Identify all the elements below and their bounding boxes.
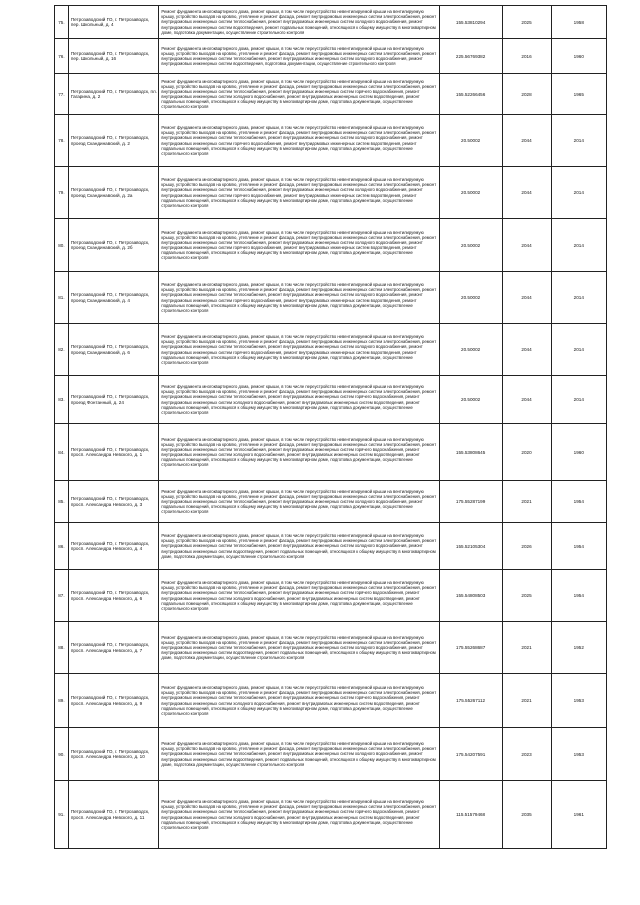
row-build-year: 2014	[551, 167, 606, 219]
row-address: Петрозаводский ГО, г. Петрозаводск, просп. Александра Невского, д. 9	[68, 674, 159, 728]
row-address: Петрозаводский ГО, г. Петрозаводск, просп. Александра Невского, д. 10	[68, 728, 159, 781]
row-build-year: 1953	[551, 728, 606, 781]
row-build-year: 1954	[551, 570, 606, 622]
row-build-year: 1953	[551, 674, 606, 728]
row-address: Петрозаводский ГО, г. Петрозаводск, просп. Александра Невского, д. 6	[68, 570, 159, 622]
row-planned-year: 2044	[502, 167, 551, 219]
row-planned-year: 2021	[502, 622, 551, 674]
row-works: Ремонт фундамента многоквартирного дома, ремонт крыши, в том числе переустройство невентилируемой крыши на вентилируемую крышу, устройство выходов на кровлю, утепление и ремонт фасада, ремонт внутридомовых инженерных систем электроснабжения, ремонт внутридомовых инженерных систем теплоснабжения, ремонт внутридомовых инженерных систем холодного водоснабжения, ремонт подвальных помещений, относящихся к общему имуществу в многоквартирном доме, подготовка документации, осуществление строительного контроля	[159, 481, 439, 523]
table-row	[55, 272, 607, 324]
row-planned-year: 2028	[502, 74, 551, 115]
row-address: Петрозаводский ГО, г. Петрозаводск, просп. Александра Невского, д. 4	[68, 523, 159, 570]
row-planned-year: 2026	[502, 523, 551, 570]
table-row	[55, 622, 607, 674]
table-row	[55, 570, 607, 622]
row-works: Ремонт фундамента многоквартирного дома, ремонт крыши, в том числе переустройство невентилируемой крыши на вентилируемую крышу, устройство выходов на кровлю, утепление и ремонт фасада, ремонт внутридомовых инженерных систем электроснабжения, ремонт внутридомовых инженерных систем теплоснабжения, ремонт внутридомовых инженерных систем холодного водоснабжения, ремонт внутридомовых инженерных систем горячего водоснабжения, ремонт внутридомовых инженерных систем водоотведения, ремонт подвальных помещений, относящихся к общему имуществу в многоквартирном доме, подготовка документации, осуществление строительного контроля	[159, 272, 439, 324]
row-cost: 20.50002	[439, 376, 502, 424]
row-planned-year: 2023	[502, 728, 551, 781]
row-works: Ремонт фундамента многоквартирного дома, ремонт крыши, в том числе переустройство невентилируемой крыши на вентилируемую крышу, устройство выходов на кровлю, утепление и ремонт фасада, ремонт внутридомовых инженерных систем электроснабжения, ремонт внутридомовых инженерных систем теплоснабжения, ремонт внутридомовых инженерных систем холодного водоснабжения, ремонт внутридомовых инженерных систем водоотведения, ремонт подвальных помещений, относящихся к общему имуществу в многоквартирном доме, подготовка документации, осуществление строительного контроля	[159, 523, 439, 570]
row-cost: 155.54808503	[439, 570, 502, 622]
row-cost: 155.53808645	[439, 424, 502, 481]
row-number: 77.	[55, 74, 69, 115]
row-works: Ремонт фундамента многоквартирного дома, ремонт крыши, в том числе переустройство невентилируемой крыши на вентилируемую крышу, устройство выходов на кровлю, утепление и ремонт фасада, ремонт внутридомовых инженерных систем электроснабжения, ремонт внутридомовых инженерных систем теплоснабжения, ремонт внутридомовых инженерных систем горячего водоснабжения, ремонт внутридомовых инженерных систем холодного водоснабжения, ремонт внутридомовых инженерных систем водоотведения, ремонт подвальных помещений, относящихся к общему имуществу в многоквартирном доме, подготовка документации, осуществление строительного контроля	[159, 674, 439, 728]
table-row	[55, 781, 607, 849]
row-address: Петрозаводский ГО, г. Петрозаводск, пер. Школьный, д. 4	[68, 6, 159, 39]
row-works: Ремонт фундамента многоквартирного дома, ремонт крыши, в том числе переустройство невентилируемой крыши на вентилируемую крышу, устройство выходов на кровлю, утепление и ремонт фасада, ремонт внутридомовых инженерных систем электроснабжения, ремонт внутридомовых инженерных систем теплоснабжения, ремонт внутридомовых инженерных систем горячего водоснабжения, ремонт внутридомовых инженерных систем холодного водоснабжения, ремонт внутридомовых инженерных систем водоотведения, ремонт подвальных помещений, относящихся к общему имуществу в многоквартирном доме, подготовка документации, осуществление строительного контроля	[159, 570, 439, 622]
table-row	[55, 324, 607, 376]
table-row	[55, 167, 607, 219]
table-row	[55, 728, 607, 781]
row-build-year: 2014	[551, 324, 606, 376]
row-cost: 175.55287199	[439, 481, 502, 523]
row-address: Петрозаводский ГО, г. Петрозаводск, пер. Школьный, д. 16	[68, 39, 159, 74]
row-cost: 175.54207591	[439, 728, 502, 781]
row-number: 88.	[55, 622, 69, 674]
row-address: Петрозаводский ГО, г. Петрозаводск, пл. Гагарина, д. 2	[68, 74, 159, 115]
row-address: Петрозаводский ГО, г. Петрозаводск, просп. Александра Невского, д. 1	[68, 424, 159, 481]
row-cost: 175.55268687	[439, 622, 502, 674]
row-cost: 20.50002	[439, 167, 502, 219]
row-works: Ремонт фундамента многоквартирного дома, ремонт крыши, в том числе переустройство невентилируемой крыши на вентилируемую крышу, устройство выходов на кровлю, утепление и ремонт фасада, ремонт внутридомовых инженерных систем электроснабжения, ремонт внутридомовых инженерных систем теплоснабжения, ремонт внутридомовых инженерных систем горячего водоснабжения, ремонт внутридомовых инженерных систем холодного водоснабжения, ремонт внутридомовых инженерных систем водоотведения, ремонт подвальных помещений, относящихся к общему имуществу в многоквартирном доме, подготовка документации, осуществление строительного контроля	[159, 376, 439, 424]
row-build-year: 1960	[551, 424, 606, 481]
row-build-year: 1958	[551, 6, 606, 39]
row-planned-year: 2021	[502, 674, 551, 728]
row-address: Петрозаводский ГО, г. Петрозаводск, просп. Александра Невского, д. 11	[68, 781, 159, 849]
row-build-year: 2014	[551, 115, 606, 167]
row-planned-year: 2044	[502, 219, 551, 272]
row-address: Петрозаводский ГО, г. Петрозаводск, просп. Александра Невского, д. 7	[68, 622, 159, 674]
row-build-year: 1965	[551, 74, 606, 115]
row-build-year: 2014	[551, 219, 606, 272]
row-works: Ремонт фундамента многоквартирного дома, ремонт крыши, в том числе переустройство невентилируемой крыши на вентилируемую крышу, устройство выходов на кровлю, утепление и ремонт фасада, ремонт внутридомовых инженерных систем электроснабжения, ремонт внутридомовых инженерных систем теплоснабжения, ремонт внутридомовых инженерных систем холодного водоснабжения, ремонт внутридомовых инженерных систем водоотведения, подготовка документации, осуществление строительного контроля	[159, 39, 439, 74]
capital-repair-table	[54, 5, 607, 849]
row-cost: 225.56769382	[439, 39, 502, 74]
row-build-year: 1954	[551, 523, 606, 570]
row-number: 76.	[55, 39, 69, 74]
table-row	[55, 523, 607, 570]
table-row	[55, 481, 607, 523]
table-row	[55, 219, 607, 272]
row-address: Петрозаводский ГО, г. Петрозаводск, просп. Александра Невского, д. 3	[68, 481, 159, 523]
row-cost: 20.50002	[439, 219, 502, 272]
row-number: 87.	[55, 570, 69, 622]
row-works: Ремонт фундамента многоквартирного дома, ремонт крыши, в том числе переустройство невентилируемой крыши на вентилируемую крышу, устройство выходов на кровлю, утепление и ремонт фасада, ремонт внутридомовых инженерных систем электроснабжения, ремонт внутридомовых инженерных систем теплоснабжения, ремонт внутридомовых инженерных систем холодного водоснабжения, ремонт внутридомовых инженерных систем горячего водоснабжения, ремонт внутридомовых инженерных систем водоотведения, ремонт подвальных помещений, относящихся к общему имуществу в многоквартирном доме, подготовка документации, осуществление строительного контроля	[159, 115, 439, 167]
row-build-year: 1961	[551, 781, 606, 849]
row-address: Петрозаводский ГО, г. Петрозаводск, проезд Скандинавский, д. 2	[68, 115, 159, 167]
row-works: Ремонт фундамента многоквартирного дома, ремонт крыши, в том числе переустройство невентилируемой крыши на вентилируемую крышу, устройство выходов на кровлю, утепление и ремонт фасада, ремонт внутридомовых инженерных систем электроснабжения, ремонт внутридомовых инженерных систем теплоснабжения, ремонт внутридомовых инженерных систем холодного водоснабжения, ремонт внутридомовых инженерных систем горячего водоснабжения, ремонт внутридомовых инженерных систем водоотведения, ремонт подвальных помещений, относящихся к общему имуществу в многоквартирном доме, подготовка документации, осуществление строительного контроля	[159, 324, 439, 376]
row-cost: 115.51579468	[439, 781, 502, 849]
row-works: Ремонт фундамента многоквартирного дома, ремонт крыши, в том числе переустройство невентилируемой крыши на вентилируемую крышу, устройство выходов на кровлю, утепление и ремонт фасада, ремонт внутридомовых инженерных систем электроснабжения, ремонт внутридомовых инженерных систем теплоснабжения, ремонт внутридомовых инженерных систем холодного водоснабжения, ремонт внутридомовых инженерных систем водоотведения, ремонт подвальных помещений, относящихся к общему имуществу в многоквартирном доме, подготовка документации, осуществление строительного контроля	[159, 622, 439, 674]
row-number: 80.	[55, 219, 69, 272]
row-planned-year: 2044	[502, 324, 551, 376]
row-number: 85.	[55, 481, 69, 523]
row-cost: 155.52266456	[439, 74, 502, 115]
row-cost: 20.50002	[439, 115, 502, 167]
table-body	[55, 6, 607, 849]
row-works: Ремонт фундамента многоквартирного дома, ремонт крыши, в том числе переустройство невентилируемой крыши на вентилируемую крышу, устройство выходов на кровлю, утепление и ремонт фасада, ремонт внутридомовых инженерных систем электроснабжения, ремонт внутридомовых инженерных систем теплоснабжения, ремонт внутридомовых инженерных систем горячего водоснабжения, ремонт внутридомовых инженерных систем холодного водоснабжения, ремонт внутридомовых инженерных систем водоотведения, ремонт подвальных помещений, относящихся к общему имуществу в многоквартирном доме, подготовка документации, осуществление строительного контроля	[159, 424, 439, 481]
table-row	[55, 115, 607, 167]
row-number: 82.	[55, 324, 69, 376]
row-number: 91.	[55, 781, 69, 849]
row-planned-year: 2016	[502, 39, 551, 74]
row-cost: 20.50002	[439, 272, 502, 324]
row-cost: 175.55267112	[439, 674, 502, 728]
row-number: 83.	[55, 376, 69, 424]
table-row	[55, 6, 607, 39]
table-row	[55, 74, 607, 115]
row-number: 78.	[55, 115, 69, 167]
row-works: Ремонт фундамента многоквартирного дома, ремонт крыши, в том числе переустройство невентилируемой крыши на вентилируемую крышу, устройство выходов на кровлю, утепление и ремонт фасада, ремонт внутридомовых инженерных систем электроснабжения, ремонт внутридомовых инженерных систем теплоснабжения, ремонт внутридомовых инженерных систем холодного водоснабжения, ремонт внутридомовых инженерных систем горячего водоснабжения, ремонт внутридомовых инженерных систем водоотведения, ремонт подвальных помещений, относящихся к общему имуществу в многоквартирном доме, подготовка документации, осуществление строительного контроля	[159, 219, 439, 272]
row-build-year: 1954	[551, 481, 606, 523]
row-address: Петрозаводский ГО, г. Петрозаводск, проезд Скандинавский, д. 6	[68, 324, 159, 376]
row-works: Ремонт фундамента многоквартирного дома, ремонт крыши, в том числе переустройство невентилируемой крыши на вентилируемую крышу, устройство выходов на кровлю, утепление и ремонт фасада, ремонт внутридомовых инженерных систем электроснабжения, ремонт внутридомовых инженерных систем теплоснабжения, ремонт внутридомовых инженерных систем горячего водоснабжения, ремонт внутридомовых инженерных систем холодного водоснабжения, ремонт внутридомовых инженерных систем водоотведения, ремонт подвальных помещений, относящихся к общему имуществу в многоквартирном доме, подготовка документации, осуществление строительного контроля	[159, 781, 439, 849]
row-cost: 20.50002	[439, 324, 502, 376]
row-number: 86.	[55, 523, 69, 570]
table-row	[55, 674, 607, 728]
row-works: Ремонт фундамента многоквартирного дома, ремонт крыши, в том числе переустройство невентилируемой крыши на вентилируемую крышу, устройство выходов на кровлю, утепление и ремонт фасада, ремонт внутридомовых инженерных систем электроснабжения, ремонт внутридомовых инженерных систем теплоснабжения, ремонт внутридомовых инженерных систем холодного водоснабжения, ремонт внутридомовых инженерных систем водоотведения, ремонт подвальных помещений, относящихся к общему имуществу в многоквартирном доме, подготовка документации, осуществление строительного контроля	[159, 728, 439, 781]
row-build-year: 1960	[551, 39, 606, 74]
row-planned-year: 2025	[502, 570, 551, 622]
row-build-year: 2014	[551, 376, 606, 424]
row-planned-year: 2020	[502, 424, 551, 481]
row-planned-year: 2044	[502, 272, 551, 324]
row-planned-year: 2044	[502, 376, 551, 424]
row-planned-year: 2044	[502, 115, 551, 167]
row-works: Ремонт фундамента многоквартирного дома, ремонт крыши, в том числе переустройство невентилируемой крыши на вентилируемую крышу, устройство выходов на кровлю, утепление и ремонт фасада, ремонт внутридомовых инженерных систем электроснабжения, ремонт внутридомовых инженерных систем теплоснабжения, ремонт внутридомовых инженерных систем холодного водоснабжения, ремонт внутридомовых инженерных систем водоотведения, ремонт подвальных помещений, относящихся к общему имуществу в многоквартирном доме, подготовка документации, осуществление строительного контроля	[159, 6, 439, 39]
row-number: 75.	[55, 6, 69, 39]
row-works: Ремонт фундамента многоквартирного дома, ремонт крыши, в том числе переустройство невентилируемой крыши на вентилируемую крышу, устройство выходов на кровлю, утепление и ремонт фасада, ремонт внутридомовых инженерных систем электроснабжения, ремонт внутридомовых инженерных систем теплоснабжения, ремонт внутридомовых инженерных систем горячего водоснабжения, ремонт внутридомовых инженерных систем холодного водоснабжения, ремонт внутридомовых инженерных систем водоотведения, ремонт подвальных помещений, относящихся к общему имуществу в многоквартирном доме, подготовка документации, осуществление строительного контроля	[159, 74, 439, 115]
row-works: Ремонт фундамента многоквартирного дома, ремонт крыши, в том числе переустройство невентилируемой крыши на вентилируемую крышу, устройство выходов на кровлю, утепление и ремонт фасада, ремонт внутридомовых инженерных систем электроснабжения, ремонт внутридомовых инженерных систем теплоснабжения, ремонт внутридомовых инженерных систем холодного водоснабжения, ремонт внутридомовых инженерных систем горячего водоснабжения, ремонт внутридомовых инженерных систем водоотведения, ремонт подвальных помещений, относящихся к общему имуществу в многоквартирном доме, подготовка документации, осуществление строительного контроля	[159, 167, 439, 219]
row-number: 81.	[55, 272, 69, 324]
row-cost: 155.53810294	[439, 6, 502, 39]
row-number: 84.	[55, 424, 69, 481]
row-address: Петрозаводский ГО, г. Петрозаводск, проезд Скандинавский, д. 4	[68, 272, 159, 324]
row-build-year: 2014	[551, 272, 606, 324]
row-number: 90.	[55, 728, 69, 781]
row-cost: 155.52105304	[439, 523, 502, 570]
table-row	[55, 39, 607, 74]
row-address: Петрозаводский ГО, г. Петрозаводск, проезд Скандинавский, д. 2а	[68, 167, 159, 219]
row-planned-year: 2025	[502, 6, 551, 39]
row-address: Петрозаводский ГО, г. Петрозаводск, проезд Фонтанный, д. 24	[68, 376, 159, 424]
table-row	[55, 424, 607, 481]
row-planned-year: 2021	[502, 481, 551, 523]
row-planned-year: 2035	[502, 781, 551, 849]
row-number: 89.	[55, 674, 69, 728]
row-address: Петрозаводский ГО, г. Петрозаводск, проезд Скандинавский, д. 2б	[68, 219, 159, 272]
row-build-year: 1952	[551, 622, 606, 674]
row-number: 79.	[55, 167, 69, 219]
table-row	[55, 376, 607, 424]
